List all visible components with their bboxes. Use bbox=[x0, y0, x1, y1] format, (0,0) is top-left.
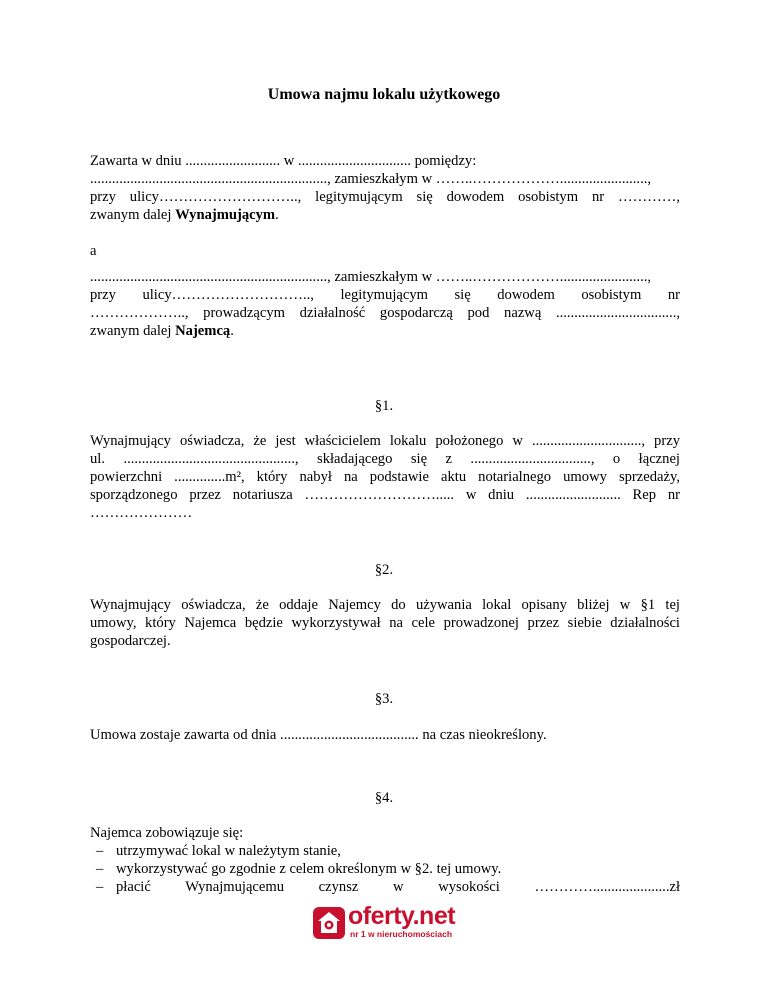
landlord-designation-prefix: zwanym dalej bbox=[90, 207, 176, 223]
section-2-body bbox=[90, 596, 680, 650]
section-3-body bbox=[90, 726, 680, 744]
document-title: Umowa najmu lokalu użytkowego bbox=[267, 86, 501, 103]
logo-tagline: nr 1 w nieruchomościach bbox=[350, 929, 453, 939]
tenant-term: Najemcą bbox=[175, 323, 231, 339]
contract-date-line: Zawarta w dniu .......................... w ............................... pomiędzy: bbox=[90, 153, 477, 169]
landlord-designation-line bbox=[90, 206, 680, 224]
obligation-item bbox=[90, 842, 680, 860]
logo-wordmark: oferty.net bbox=[348, 902, 456, 930]
obligation-text: – płacić Wynajmującemu czynsz w wysokości ………….....................zł bbox=[116, 879, 680, 895]
section-4-heading: §4. bbox=[374, 790, 394, 806]
tenant-section bbox=[90, 268, 680, 340]
section-1-line-4: sporządzonego przez notariusza ………………………..... w dniu .......................... Rep nr bbox=[90, 487, 680, 503]
tenant-residence-line: ................................................................., zamieszkałym w ……..………………........................, bbox=[90, 269, 652, 285]
obligations-list bbox=[90, 842, 680, 896]
section-2-heading: §2. bbox=[374, 562, 394, 578]
landlord-term: Wynajmującym bbox=[175, 207, 276, 223]
tenant-street-line: przy ulicy……………………….., legitymującym się dowodem osobistym nr bbox=[90, 287, 680, 303]
section-1-heading: §1. bbox=[374, 398, 394, 414]
landlord-street-line: przy ulicy……………………….., legitymującym się dowodem osobistym nr …………, bbox=[90, 189, 680, 205]
section-2-line-1: Wynajmujący oświadcza, że oddaje Najemcy do używania lokal opisany bliżej w §1 tej bbox=[90, 597, 680, 613]
tenant-designation-line bbox=[90, 322, 680, 340]
section-1-line-5: ………………… bbox=[90, 505, 193, 521]
section-4-body bbox=[90, 824, 680, 896]
oferty-net-logo bbox=[312, 904, 472, 942]
section-1-line-3: powierzchni ..............m², który nabył na podstawie aktu notarialnego umowy sprzedaży, bbox=[90, 469, 680, 485]
section-1-line-2: ul. ..............................................., składającego się z ................................., o łącznej bbox=[90, 451, 680, 467]
obligation-item bbox=[90, 878, 680, 896]
tenant-business-line: ……………….., prowadzącym działalność gospodarczą pod nazwą ................................., bbox=[90, 305, 680, 321]
section-3-line-1: Umowa zostaje zawarta od dnia ...................................... na czas nieokreślony. bbox=[90, 727, 547, 743]
obligation-item bbox=[90, 860, 680, 878]
obligation-text: – wykorzystywać go zgodnie z celem określonym w §2. tej umowy. bbox=[116, 861, 502, 877]
section-1-line-1: Wynajmujący oświadcza, że jest właścicielem lokalu położonego w .............................., przy bbox=[90, 433, 680, 449]
obligation-text: – utrzymywać lokal w należytym stanie, bbox=[116, 843, 341, 859]
landlord-designation-suffix: . bbox=[275, 207, 279, 223]
landlord-residence-line: ................................................................., zamieszkałym w ……..………………........................, bbox=[90, 171, 652, 187]
house-icon bbox=[312, 906, 346, 940]
section-4-intro: Najemca zobowiązuje się: bbox=[90, 825, 244, 841]
and-conjunction: a bbox=[90, 243, 97, 259]
section-2-line-3: gospodarczej. bbox=[90, 633, 171, 649]
section-3-heading: §3. bbox=[374, 691, 394, 707]
tenant-designation-prefix: zwanym dalej bbox=[90, 323, 176, 339]
tenant-designation-suffix: . bbox=[230, 323, 234, 339]
section-2-line-2: umowy, który Najemca będzie wykorzystywał na cele prowadzonej przez siebie działalności bbox=[90, 615, 680, 631]
section-1-body bbox=[90, 432, 680, 522]
parties-section bbox=[90, 152, 680, 224]
